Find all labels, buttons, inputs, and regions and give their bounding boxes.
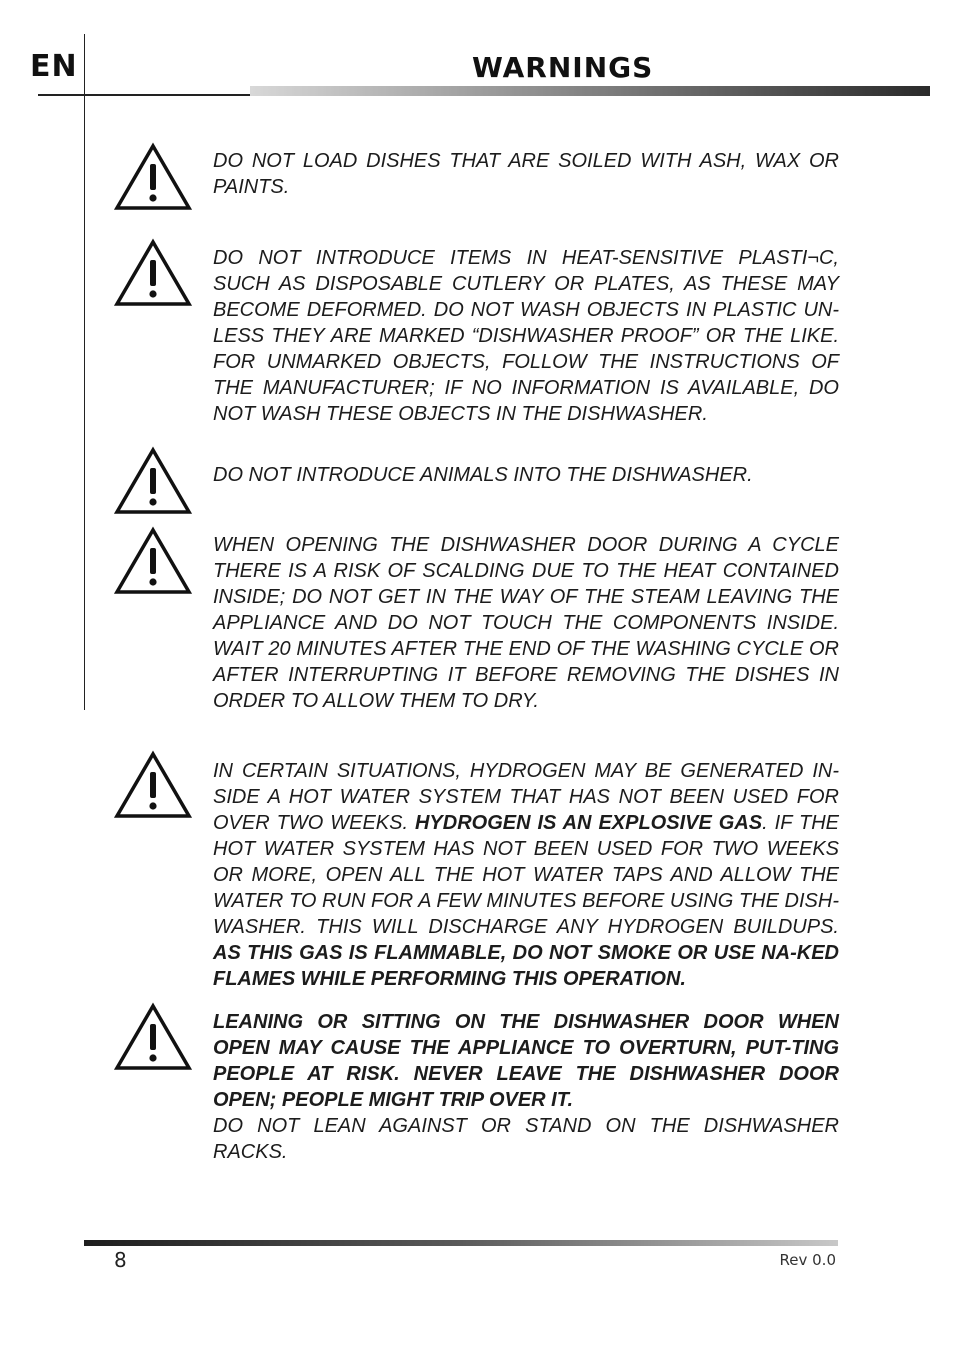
- footer-gradient-bar: [84, 1240, 838, 1246]
- vertical-divider: [84, 34, 85, 710]
- warning-item: [213, 148, 839, 200]
- warning-item: [213, 462, 839, 488]
- warning-text: [213, 758, 839, 992]
- warning-item: [213, 532, 839, 714]
- warning-text: DO NOT LOAD DISHES THAT ARE SOILED WITH ASH, WAX OR PAINTS.: [213, 150, 839, 198]
- warning-triangle-icon: [114, 526, 192, 594]
- warning-text-part: IN CERTAIN SITUATIONS, HYDROGEN MAY BE GENERATED IN-SIDE A HOT WATER SYSTEM THAT HAS NOT BEEN USED FOR OVER TWO WEEKS.: [213, 760, 839, 834]
- warning-triangle-icon: [114, 750, 192, 818]
- warning-text: DO NOT INTRODUCE ANIMALS INTO THE DISHWASHER.: [213, 464, 753, 486]
- header-rule: [38, 94, 250, 96]
- warning-item: [213, 1009, 839, 1165]
- warning-triangle-icon: [114, 238, 192, 306]
- warning-text: DO NOT LEAN AGAINST OR STAND ON THE DISHWASHER RACKS.: [213, 1115, 839, 1163]
- warning-text: DO NOT INTRODUCE ITEMS IN HEAT-SENSITIVE PLASTI¬C, SUCH AS DISPOSABLE CUTLERY OR PLATES, AS THESE MAY BECOME DEFORMED. DO NOT WASH OBJECTS IN PLASTIC UN-LESS THEY ARE MARKED “DISHWASHER PROOF” OR THE LIKE. FOR UNMARKED OBJECTS, FOLLOW THE INSTRUCTIONS OF THE MANUFACTURER; IF NO INFORMATION IS AVAILABLE, DO NOT WASH THESE OBJECTS IN THE DISHWASHER.: [213, 247, 839, 425]
- revision-label: Rev 0.0: [779, 1251, 836, 1269]
- page-number: 8: [114, 1248, 127, 1272]
- warning-triangle-icon: [114, 142, 192, 210]
- warning-emphasis: AS THIS GAS IS FLAMMABLE, DO NOT SMOKE OR USE NA-KED FLAMES WHILE PERFORMING THIS OPERATION.: [213, 942, 839, 990]
- warning-item: [213, 245, 839, 427]
- warning-emphasis: HYDROGEN IS AN EXPLOSIVE GAS: [414, 812, 763, 834]
- language-code: EN: [30, 49, 78, 84]
- warning-item: [213, 758, 839, 992]
- warning-triangle-icon: [114, 446, 192, 514]
- header-gradient-bar: [250, 86, 930, 96]
- warning-triangle-icon: [114, 1002, 192, 1070]
- page-title: WARNINGS: [472, 51, 654, 84]
- warning-text: WHEN OPENING THE DISHWASHER DOOR DURING A CYCLE THERE IS A RISK OF SCALDING DUE TO THE HEAT CONTAINED INSIDE; DO NOT GET IN THE WAY OF THE STEAM LEAVING THE APPLIANCE AND DO NOT TOUCH THE COMPONENTS INSIDE. WAIT 20 MINUTES AFTER THE END OF THE WASHING CYCLE OR AFTER INTERRUPTING IT BEFORE REMOVING THE DISHES IN ORDER TO ALLOW THEM TO DRY.: [213, 534, 839, 712]
- warning-text-part: . IF THE HOT WATER SYSTEM HAS NOT BEEN USED FOR TWO WEEKS OR MORE, OPEN ALL THE HOT WATER TAPS AND ALLOW THE WATER TO RUN FOR A FEW MINUTES BEFORE USING THE DISH-WASHER. THIS WILL DISCHARGE ANY HYDROGEN BUILDUPS.: [213, 812, 839, 938]
- warning-emphasis: LEANING OR SITTING ON THE DISHWASHER DOOR WHEN OPEN MAY CAUSE THE APPLIANCE TO OVERTURN, PUT-TING PEOPLE AT RISK. NEVER LEAVE THE DISHWASHER DOOR OPEN; PEOPLE MIGHT TRIP OVER IT.: [213, 1011, 839, 1111]
